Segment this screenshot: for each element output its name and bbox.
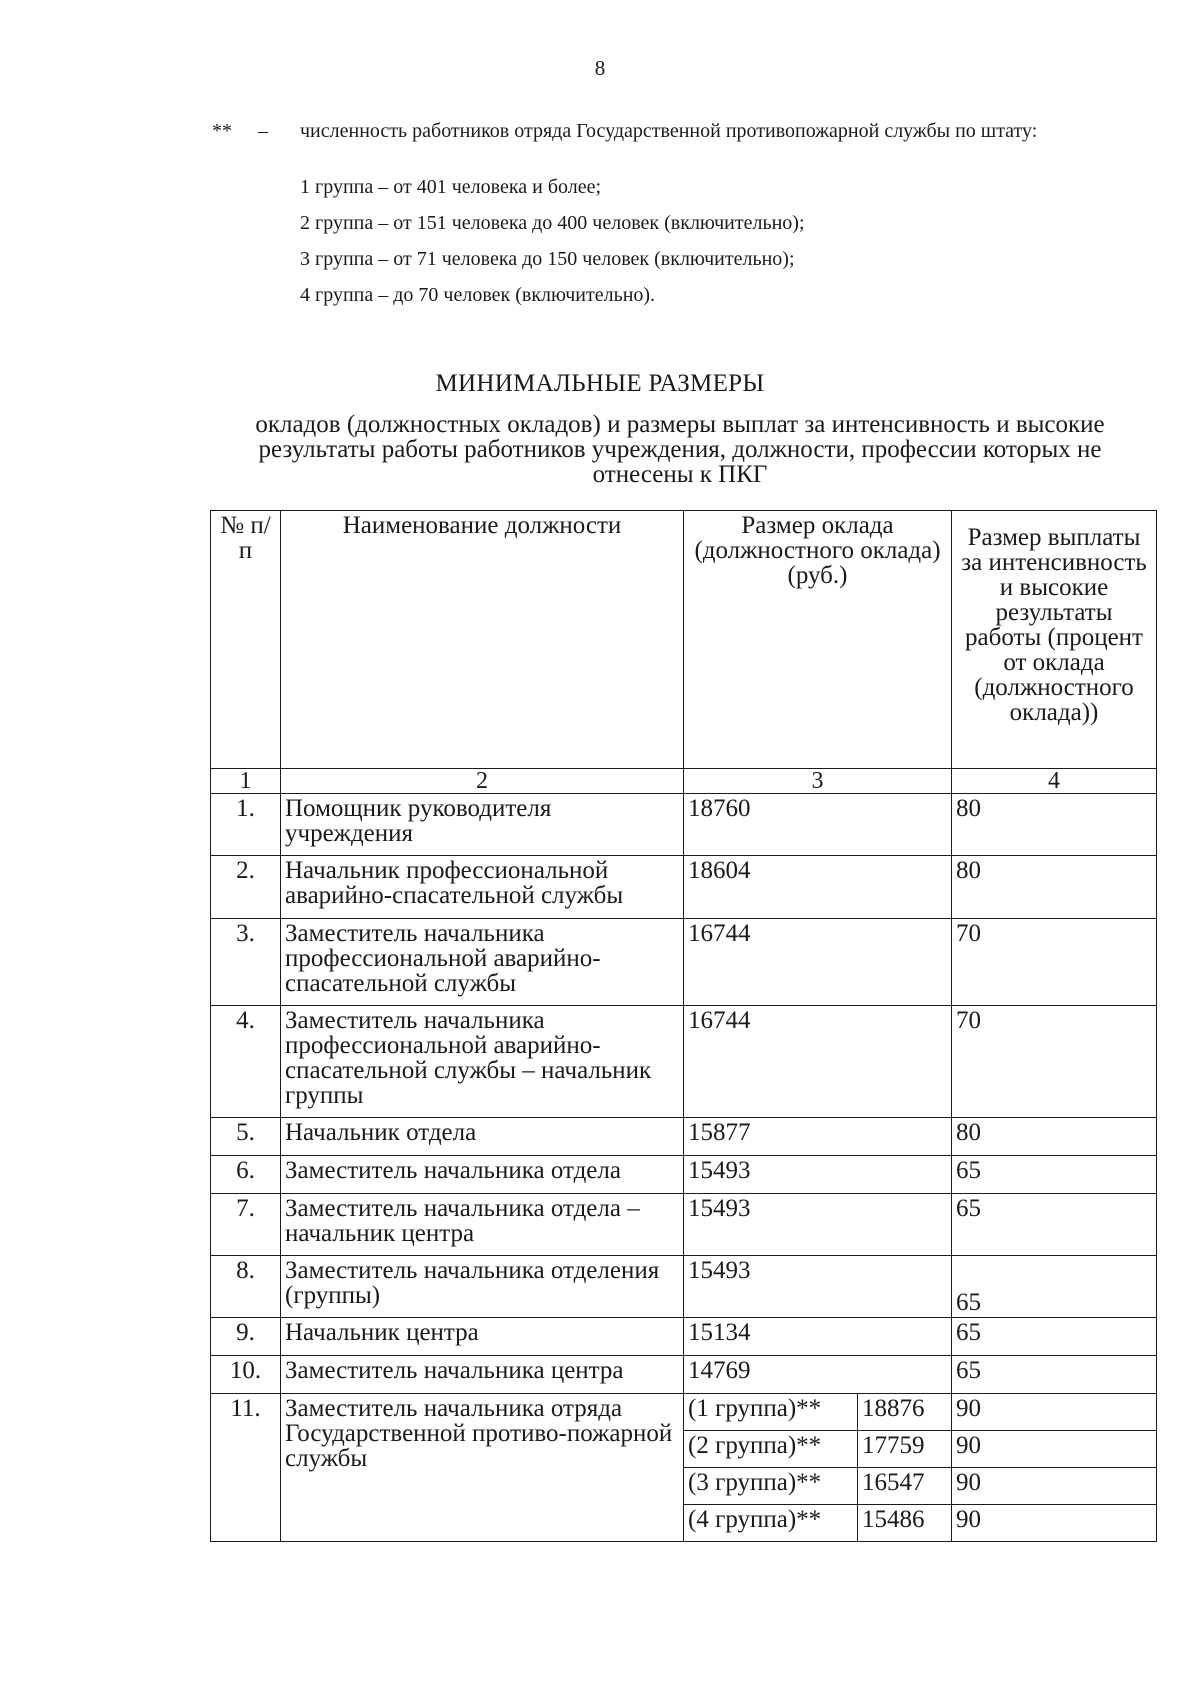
table-row bbox=[211, 794, 1157, 856]
footnote bbox=[212, 120, 1112, 306]
table-row bbox=[211, 919, 1157, 1006]
table-row bbox=[211, 1256, 1157, 1318]
row-num: 6. bbox=[211, 1156, 281, 1194]
row-position: Начальник центра bbox=[281, 1318, 684, 1356]
header-bonus: Размер выплаты за интенсивность и высокие результаты работы (процент от оклада (должностного оклада)) bbox=[952, 511, 1157, 769]
row-bonus: 80 bbox=[952, 1118, 1157, 1156]
row-salary: 14769 bbox=[684, 1356, 952, 1394]
row-group: (3 группа)** bbox=[684, 1468, 858, 1505]
table-row bbox=[211, 1156, 1157, 1194]
row-salary: 18876 bbox=[858, 1394, 952, 1431]
table-row bbox=[211, 856, 1157, 919]
row-bonus: 90 bbox=[952, 1468, 1157, 1505]
footnote-group-4: 4 группа – до 70 человек (включительно). bbox=[300, 284, 656, 306]
table-row bbox=[211, 1194, 1157, 1256]
table-row bbox=[211, 1118, 1157, 1156]
row-salary: 15493 bbox=[684, 1194, 952, 1256]
column-number-row bbox=[211, 769, 1157, 794]
row-num: 8. bbox=[211, 1256, 281, 1318]
row-bonus: 90 bbox=[952, 1505, 1157, 1542]
row-group: (2 группа)** bbox=[684, 1431, 858, 1468]
row-num: 1. bbox=[211, 794, 281, 856]
document-subtitle: окладов (должностных окладов) и размеры выплат за интенсивность и высокие результаты работы работников учреждения, должности, профессии которых не отнесены к ПКГ bbox=[255, 411, 1105, 488]
footnote-group-1: 1 группа – от 401 человека и более; bbox=[300, 176, 602, 198]
row-salary: 15493 bbox=[684, 1256, 952, 1318]
footnote-group-3: 3 группа – от 71 человека до 150 человек (включительно); bbox=[300, 248, 795, 270]
table-row bbox=[211, 1394, 1157, 1431]
row-num: 2. bbox=[211, 856, 281, 919]
row-num: 3. bbox=[211, 919, 281, 1006]
row-position: Начальник профессиональной аварийно-спасательной службы bbox=[281, 856, 684, 919]
header-num: № п/п bbox=[211, 511, 281, 769]
document-title: МИНИМАЛЬНЫЕ РАЗМЕРЫ bbox=[435, 370, 765, 397]
row-num: 7. bbox=[211, 1194, 281, 1256]
row-num: 9. bbox=[211, 1318, 281, 1356]
row-salary: 17759 bbox=[858, 1431, 952, 1468]
header-position: Наименование должности bbox=[281, 511, 684, 769]
row-group: (4 группа)** bbox=[684, 1505, 858, 1542]
row-position: Помощник руководителя учреждения bbox=[281, 794, 684, 856]
row-salary: 15877 bbox=[684, 1118, 952, 1156]
table-row bbox=[211, 1006, 1157, 1118]
row-salary: 16547 bbox=[858, 1468, 952, 1505]
column-number: 4 bbox=[952, 769, 1157, 794]
row-num: 5. bbox=[211, 1118, 281, 1156]
row-bonus: 65 bbox=[952, 1194, 1157, 1256]
row-group: (1 группа)** bbox=[684, 1394, 858, 1431]
row-num: 4. bbox=[211, 1006, 281, 1118]
column-number: 2 bbox=[281, 769, 684, 794]
row-bonus: 90 bbox=[952, 1394, 1157, 1431]
row-salary: 15134 bbox=[684, 1318, 952, 1356]
row-salary: 16744 bbox=[684, 919, 952, 1006]
page-number: 8 bbox=[594, 56, 606, 80]
table-row bbox=[211, 1318, 1157, 1356]
row-num: 10. bbox=[211, 1356, 281, 1394]
row-position: Заместитель начальника центра bbox=[281, 1356, 684, 1394]
footnote-mark: ** bbox=[212, 120, 232, 142]
row-salary: 18760 bbox=[684, 794, 952, 856]
table-header-row bbox=[211, 511, 1157, 769]
salary-table bbox=[210, 510, 1157, 1542]
footnote-group-2: 2 группа – от 151 человека до 400 человек (включительно); bbox=[300, 212, 805, 234]
row-position: Заместитель начальника профессиональной аварийно-спасательной службы – начальник группы bbox=[281, 1006, 684, 1118]
footnote-dash: – bbox=[258, 120, 268, 142]
row-bonus: 65 bbox=[952, 1318, 1157, 1356]
row-num: 11. bbox=[211, 1394, 281, 1542]
column-number: 3 bbox=[684, 769, 952, 794]
row-salary: 15493 bbox=[684, 1156, 952, 1194]
row-position: Заместитель начальника отряда Государственной противо-пожарной службы bbox=[281, 1394, 684, 1542]
header-salary: Размер оклада (должностного оклада) (руб.) bbox=[684, 511, 952, 769]
row-bonus: 70 bbox=[952, 919, 1157, 1006]
row-salary: 18604 bbox=[684, 856, 952, 919]
row-salary: 15486 bbox=[858, 1505, 952, 1542]
row-bonus: 90 bbox=[952, 1431, 1157, 1468]
row-bonus: 65 bbox=[952, 1156, 1157, 1194]
row-bonus: 65 bbox=[952, 1356, 1157, 1394]
footnote-text: численность работников отряда Государственной противопожарной службы по штату: bbox=[300, 120, 1038, 142]
table-row bbox=[211, 1356, 1157, 1394]
row-position: Начальник отдела bbox=[281, 1118, 684, 1156]
row-position: Заместитель начальника отдела – начальник центра bbox=[281, 1194, 684, 1256]
row-bonus: 80 bbox=[952, 794, 1157, 856]
row-position: Заместитель начальника отделения (группы) bbox=[281, 1256, 684, 1318]
column-number: 1 bbox=[211, 769, 281, 794]
row-salary: 16744 bbox=[684, 1006, 952, 1118]
row-bonus: 65 bbox=[952, 1256, 1157, 1318]
row-position: Заместитель начальника отдела bbox=[281, 1156, 684, 1194]
row-bonus: 80 bbox=[952, 856, 1157, 919]
row-position: Заместитель начальника профессиональной аварийно-спасательной службы bbox=[281, 919, 684, 1006]
row-bonus: 70 bbox=[952, 1006, 1157, 1118]
